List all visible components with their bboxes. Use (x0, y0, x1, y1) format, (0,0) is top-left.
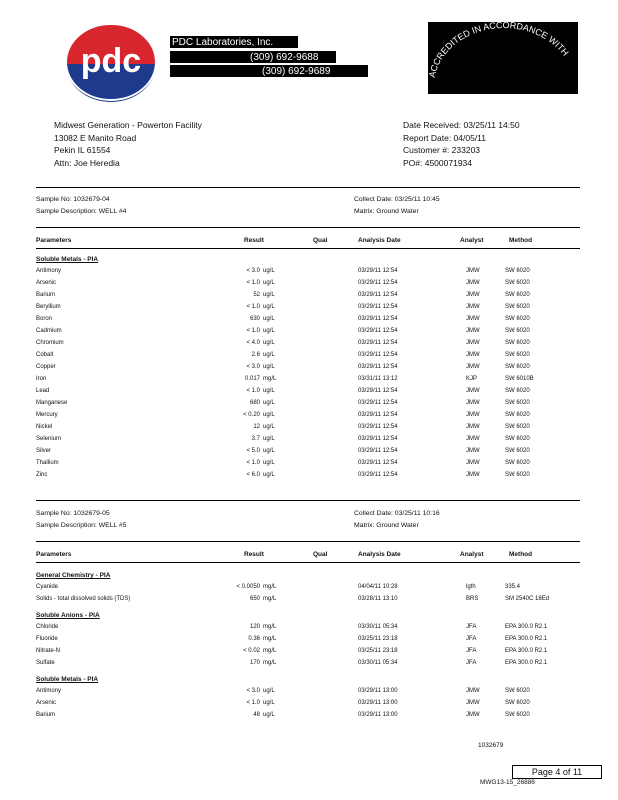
unit-cell: ug/L (263, 400, 275, 406)
page-indicator: Page 4 of 11 (512, 765, 602, 779)
table-row (0, 280, 618, 292)
form-code: MWG13-15_26886 (480, 779, 535, 786)
analyst-cell: JMW (466, 292, 480, 298)
method-cell: EPA 300.0 R2.1 (505, 648, 548, 654)
table-row (0, 596, 618, 608)
analyst-cell: JMW (466, 388, 480, 394)
analyst-cell: JMW (466, 400, 480, 406)
sample-number: Sample No: 1032679-04 (36, 196, 110, 203)
method-cell: SW 6020 (505, 268, 530, 274)
fax-line: (309) 692-9689 (262, 66, 331, 77)
unit-cell: ug/L (263, 712, 275, 718)
analysis-date-cell: 03/30/11 05:34 (358, 660, 398, 666)
table-row (0, 352, 618, 364)
analysis-date-cell: 03/29/11 12:54 (358, 340, 398, 346)
parameter-cell: Antimony (36, 268, 62, 274)
table-row (0, 472, 618, 484)
result-cell: < 0.0050 (236, 584, 260, 590)
table-row (0, 448, 618, 460)
result-cell: 52 (253, 292, 260, 298)
analysis-date-cell: 03/29/11 12:54 (358, 316, 398, 322)
unit-cell: ug/L (263, 436, 275, 442)
analysis-date-cell: 04/04/11 10:28 (358, 584, 398, 590)
unit-cell: ug/L (263, 688, 275, 694)
unit-cell: mg/L (263, 584, 277, 590)
col-qual: Qual (313, 237, 328, 244)
result-cell: 0.36 (248, 636, 260, 642)
analyst-cell: KJP (466, 376, 478, 382)
method-cell: SW 6020 (505, 340, 530, 346)
result-cell: 680 (249, 400, 260, 406)
unit-cell: ug/L (263, 424, 275, 430)
unit-cell: ug/L (263, 364, 275, 370)
analysis-date-cell: 03/25/11 23:18 (358, 636, 398, 642)
analysis-date-cell: 03/29/11 13:00 (358, 712, 398, 718)
date-received: Date Received: 03/25/11 14:50 (403, 120, 520, 130)
result-cell: 12 (253, 424, 260, 430)
unit-cell: ug/L (263, 316, 275, 322)
analysis-date-cell: 03/29/11 12:54 (358, 460, 398, 466)
analysis-date-cell: 03/28/11 13:10 (358, 596, 398, 602)
divider (36, 227, 580, 228)
col-analysis-date: Analysis Date (358, 551, 401, 558)
table-row (0, 268, 618, 280)
method-cell: SW 6020 (505, 400, 530, 406)
result-cell: < 1.0 (246, 388, 260, 394)
method-cell: SW 6020 (505, 472, 530, 478)
analysis-date-cell: 03/29/11 12:54 (358, 436, 398, 442)
unit-cell: ug/L (263, 700, 275, 706)
unit-cell: ug/L (263, 448, 275, 454)
analyst-cell: JMW (466, 700, 480, 706)
analyst-cell: JFA (466, 660, 477, 666)
method-cell: SW 6020 (505, 460, 530, 466)
col-result: Result (244, 237, 264, 244)
parameter-cell: Sulfate (36, 660, 55, 666)
table-row (0, 316, 618, 328)
analysis-date-cell: 03/29/11 12:54 (358, 364, 398, 370)
analyst-cell: JMW (466, 304, 480, 310)
result-cell: 170 (249, 660, 260, 666)
method-cell: EPA 300.0 R2.1 (505, 624, 548, 630)
analysis-date-cell: 03/29/11 12:54 (358, 304, 398, 310)
client-address: 13082 E Manito Road (54, 132, 137, 143)
unit-cell: ug/L (263, 280, 275, 286)
unit-cell: ug/L (263, 268, 275, 274)
table-row (0, 624, 618, 636)
analysis-date-cell: 03/30/11 05:34 (358, 624, 398, 630)
analysis-date-cell: 03/29/11 12:54 (358, 472, 398, 478)
client-block (54, 119, 202, 169)
table-row (0, 688, 618, 700)
divider (36, 541, 580, 542)
analyst-cell: JFA (466, 648, 477, 654)
section-title: Soluble Metals - PIA (36, 676, 99, 683)
result-cell: < 6.0 (246, 472, 260, 478)
matrix: Matrix: Ground Water (354, 208, 419, 215)
result-cell: 120 (249, 624, 260, 630)
client-city: Pekin IL 61554 (54, 145, 111, 155)
analyst-cell: JMW (466, 472, 480, 478)
unit-cell: ug/L (263, 340, 275, 346)
result-cell: < 1.0 (246, 700, 260, 706)
method-cell: SW 6010B (505, 376, 534, 382)
table-row (0, 460, 618, 472)
unit-cell: mg/L (263, 636, 277, 642)
method-cell: 335.4 (505, 584, 521, 590)
result-cell: < 3.0 (246, 268, 260, 274)
unit-cell: mg/L (263, 648, 277, 654)
col-parameters: Parameters (36, 551, 72, 558)
analysis-date-cell: 03/29/11 12:54 (358, 268, 398, 274)
accreditation-stamp (424, 16, 584, 94)
method-cell: SW 6020 (505, 436, 530, 442)
unit-cell: ug/L (263, 388, 275, 394)
method-cell: SW 6020 (505, 424, 530, 430)
result-cell: < 0.20 (243, 412, 260, 418)
unit-cell: ug/L (263, 472, 275, 478)
table-row (0, 292, 618, 304)
client-name: Midwest Generation - Powerton Facility (54, 120, 202, 130)
unit-cell: ug/L (263, 412, 275, 418)
result-cell: 2.6 (251, 352, 260, 358)
parameter-cell: Cobalt (36, 352, 54, 358)
unit-cell: ug/L (263, 352, 275, 358)
method-cell: SW 6020 (505, 688, 530, 694)
result-cell: 630 (249, 316, 260, 322)
section-title: General Chemistry - PIA (36, 572, 111, 579)
analysis-date-cell: 03/29/11 12:54 (358, 292, 398, 298)
analyst-cell: JMW (466, 328, 480, 334)
company-line: PDC Laboratories, Inc. (172, 37, 274, 48)
footer-sample-id: 1032679 (478, 742, 504, 749)
collect-date: Collect Date: 03/25/11 10:45 (354, 196, 440, 203)
analysis-date-cell: 03/31/11 13:12 (358, 376, 398, 382)
table-row (0, 436, 618, 448)
analyst-cell: JFA (466, 636, 477, 642)
analyst-cell: JMW (466, 268, 480, 274)
sample-description: Sample Description: WELL #5 (36, 522, 127, 529)
method-cell: SW 6020 (505, 328, 530, 334)
method-cell: EPA 300.0 R2.1 (505, 660, 548, 666)
table-row (0, 412, 618, 424)
client-attn: Attn: Joe Heredia (54, 157, 120, 168)
result-cell: 0.017 (244, 376, 260, 382)
report-info (403, 119, 520, 169)
unit-cell: ug/L (263, 460, 275, 466)
pdc-logo (62, 22, 160, 102)
parameter-cell: Lead (36, 388, 50, 394)
analysis-date-cell: 03/29/11 12:54 (358, 412, 398, 418)
parameter-cell: Beryllium (36, 304, 61, 310)
unit-cell: mg/L (263, 376, 277, 382)
section-title: Soluble Metals - PIA (36, 256, 99, 263)
analyst-cell: lgth (466, 584, 476, 590)
table-row (0, 700, 618, 712)
analyst-cell: JMW (466, 340, 480, 346)
analysis-date-cell: 03/29/11 13:00 (358, 688, 398, 694)
col-analyst: Analyst (460, 237, 484, 244)
parameter-cell: Copper (36, 364, 56, 370)
table-row (0, 328, 618, 340)
method-cell: SM 2540C 18Ed (505, 596, 550, 602)
customer-number: Customer #: 233203 (403, 145, 481, 155)
analysis-date-cell: 03/29/11 12:54 (358, 448, 398, 454)
method-cell: SW 6020 (505, 316, 530, 322)
table-row (0, 304, 618, 316)
sample-description: Sample Description: WELL #4 (36, 208, 127, 215)
method-cell: SW 6020 (505, 364, 530, 370)
result-cell: < 1.0 (246, 328, 260, 334)
collect-date: Collect Date: 03/25/11 10:16 (354, 510, 440, 517)
divider (36, 500, 580, 501)
method-cell: SW 6020 (505, 448, 530, 454)
parameter-cell: Mercury (36, 412, 58, 418)
result-cell: < 5.0 (246, 448, 260, 454)
table-row (0, 340, 618, 352)
analysis-date-cell: 03/29/11 12:54 (358, 388, 398, 394)
col-analyst: Analyst (460, 551, 484, 558)
table-row (0, 376, 618, 388)
table-row (0, 584, 618, 596)
method-cell: SW 6020 (505, 280, 530, 286)
result-cell: < 1.0 (246, 460, 260, 466)
parameter-cell: Thallium (36, 460, 59, 466)
parameter-cell: Arsenic (36, 280, 57, 286)
table-row (0, 400, 618, 412)
analyst-cell: JFA (466, 624, 477, 630)
method-cell: SW 6020 (505, 304, 530, 310)
parameter-cell: Barium (36, 292, 56, 298)
method-cell: SW 6020 (505, 292, 530, 298)
method-cell: SW 6020 (505, 352, 530, 358)
po-number: PO#: 4500071934 (403, 157, 473, 168)
parameter-cell: Cyanide (36, 584, 59, 590)
unit-cell: mg/L (263, 660, 277, 666)
unit-cell: mg/L (263, 624, 277, 630)
matrix: Matrix: Ground Water (354, 522, 419, 529)
analyst-cell: JMW (466, 424, 480, 430)
parameter-cell: Silver (36, 448, 52, 454)
sample-number: Sample No: 1032679-05 (36, 510, 110, 517)
parameter-cell: Fluoride (36, 636, 58, 642)
parameter-cell: Nickel (36, 424, 53, 430)
parameter-cell: Iron (36, 376, 47, 382)
table-row (0, 648, 618, 660)
parameter-cell: Manganese (36, 400, 68, 406)
table-row (0, 712, 618, 724)
analysis-date-cell: 03/29/11 12:54 (358, 280, 398, 286)
analyst-cell: JMW (466, 688, 480, 694)
table-row (0, 660, 618, 672)
analyst-cell: JMW (466, 712, 480, 718)
analysis-date-cell: 03/25/11 23:18 (358, 648, 398, 654)
result-cell: 48 (253, 712, 260, 718)
analyst-cell: BRS (466, 596, 479, 602)
parameter-cell: Chromium (36, 340, 64, 346)
analyst-cell: JMW (466, 412, 480, 418)
col-result: Result (244, 551, 264, 558)
parameter-cell: Solids - total dissolved solids (TDS) (36, 596, 131, 602)
unit-cell: ug/L (263, 304, 275, 310)
method-cell: SW 6020 (505, 412, 530, 418)
result-cell: 3.7 (251, 436, 260, 442)
report-date: Report Date: 04/05/11 (403, 132, 487, 143)
analyst-cell: JMW (466, 436, 480, 442)
logo-text: pdc (80, 42, 142, 80)
analysis-date-cell: 03/29/11 12:54 (358, 400, 398, 406)
parameter-cell: Zinc (36, 472, 48, 478)
table-row (0, 636, 618, 648)
analysis-date-cell: 03/29/11 12:54 (358, 352, 398, 358)
result-cell: 650 (249, 596, 260, 602)
divider (36, 187, 580, 188)
result-cell: < 3.0 (246, 688, 260, 694)
parameter-cell: Barium (36, 712, 56, 718)
result-cell: < 4.0 (246, 340, 260, 346)
analyst-cell: JMW (466, 352, 480, 358)
analysis-date-cell: 03/29/11 12:54 (358, 328, 398, 334)
section-title: Soluble Anions - PIA (36, 612, 100, 619)
parameter-cell: Arsenic (36, 700, 57, 706)
analysis-date-cell: 03/29/11 13:00 (358, 700, 398, 706)
analyst-cell: JMW (466, 280, 480, 286)
analyst-cell: JMW (466, 460, 480, 466)
divider (36, 562, 580, 563)
result-cell: < 1.0 (246, 280, 260, 286)
col-method: Method (509, 551, 533, 558)
result-cell: < 3.0 (246, 364, 260, 370)
col-analysis-date: Analysis Date (358, 237, 401, 244)
col-method: Method (509, 237, 533, 244)
unit-cell: mg/L (263, 596, 277, 602)
method-cell: SW 6020 (505, 700, 530, 706)
method-cell: SW 6020 (505, 388, 530, 394)
parameter-cell: Chloride (36, 624, 59, 630)
parameter-cell: Nitrate-N (36, 648, 61, 654)
parameter-cell: Boron (36, 316, 53, 322)
parameter-cell: Cadmium (36, 328, 62, 334)
analyst-cell: JMW (466, 364, 480, 370)
analysis-date-cell: 03/29/11 12:54 (358, 424, 398, 430)
method-cell: SW 6020 (505, 712, 530, 718)
result-cell: < 1.0 (246, 304, 260, 310)
parameter-cell: Antimony (36, 688, 62, 694)
parameter-cell: Selenium (36, 436, 62, 442)
unit-cell: ug/L (263, 292, 275, 298)
stamp-text: ACCREDITED IN ACCORDANCE WITH (426, 19, 571, 79)
col-qual: Qual (313, 551, 328, 558)
analyst-cell: JMW (466, 448, 480, 454)
col-parameters: Parameters (36, 237, 72, 244)
phone-line: (309) 692-9688 (250, 52, 319, 63)
result-cell: < 0.02 (243, 648, 260, 654)
table-row (0, 388, 618, 400)
table-row (0, 424, 618, 436)
unit-cell: ug/L (263, 328, 275, 334)
table-row (0, 364, 618, 376)
analyst-cell: JMW (466, 316, 480, 322)
method-cell: EPA 300.0 R2.1 (505, 636, 548, 642)
divider (36, 248, 580, 249)
